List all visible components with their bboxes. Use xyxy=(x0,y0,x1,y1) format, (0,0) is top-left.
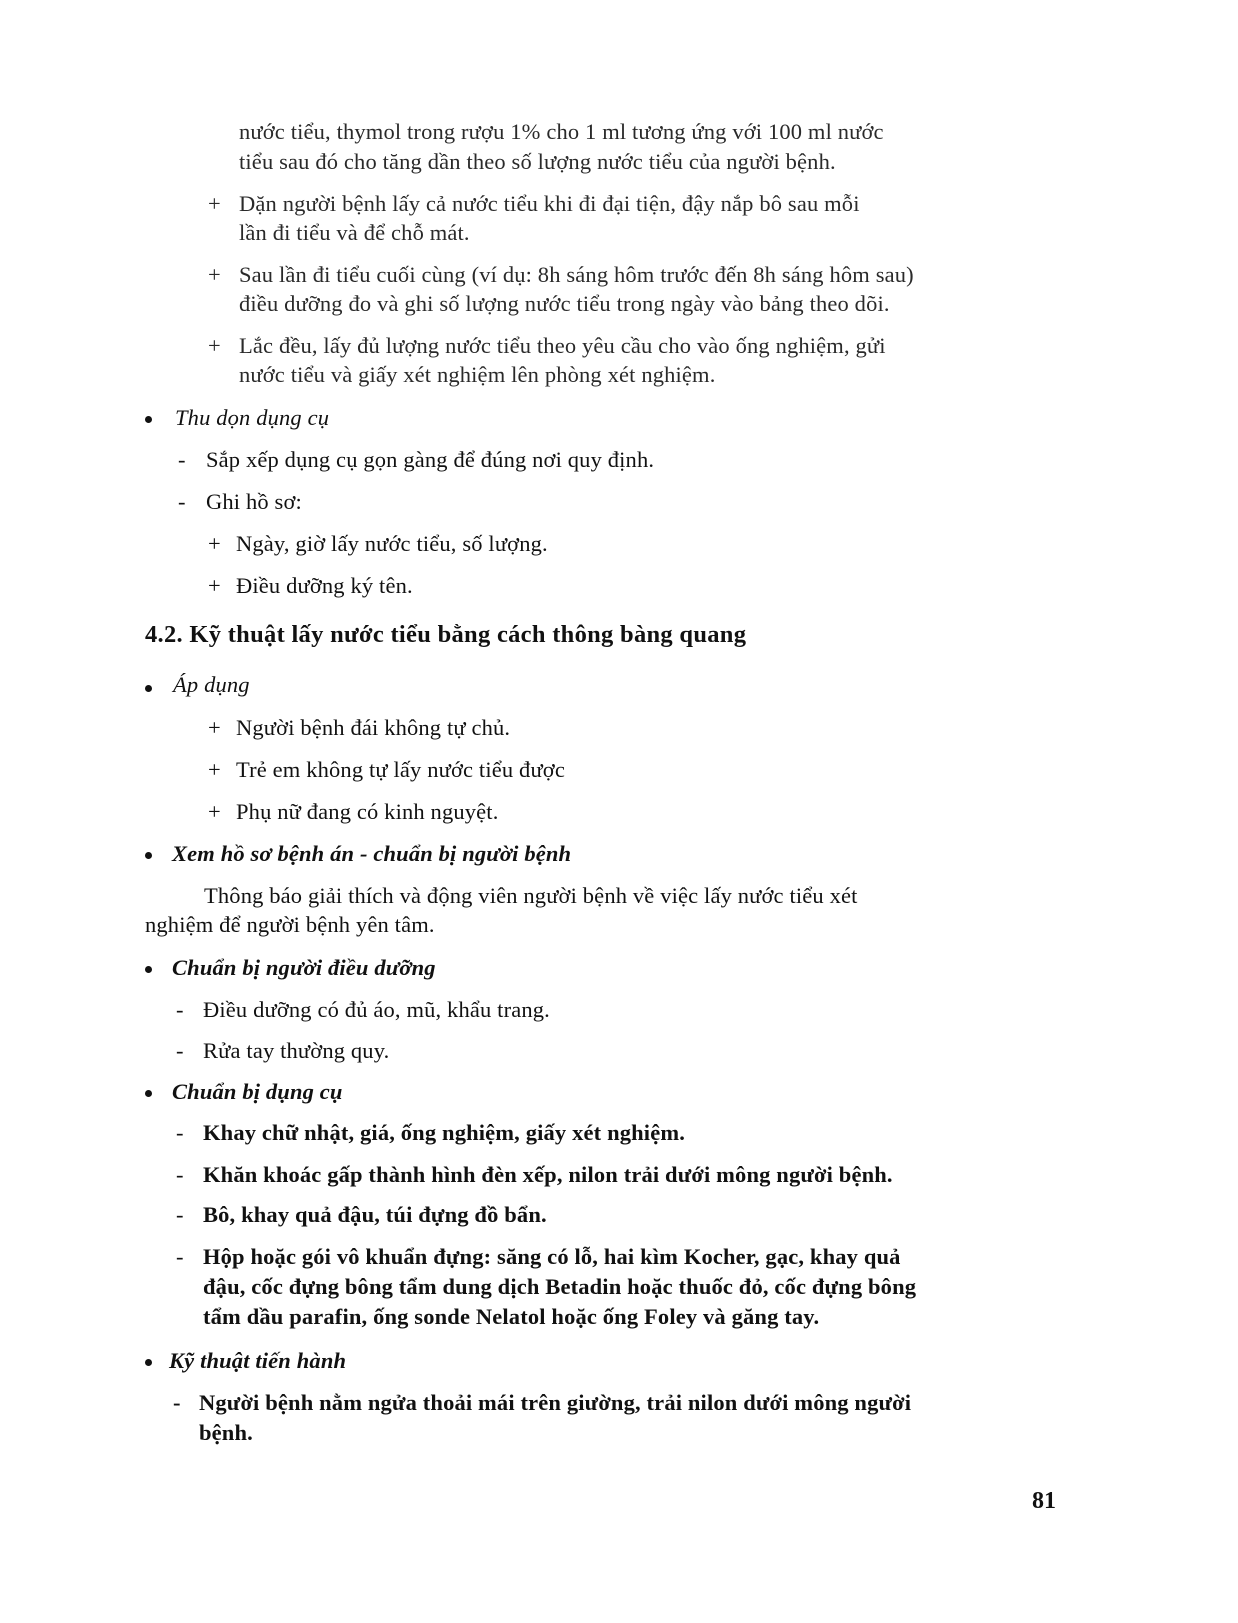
dash-marker: - xyxy=(178,489,186,514)
plus-marker: + xyxy=(208,262,221,287)
collect-item-1-line-1: Dặn người bệnh lấy cả nước tiểu khi đi đại tiện, đậy nắp bô sau mỗi xyxy=(239,191,860,216)
bullet-dot xyxy=(145,1359,152,1366)
bullet-dot xyxy=(145,966,152,973)
dash-marker: - xyxy=(173,1390,181,1415)
dash-marker: - xyxy=(176,1120,184,1145)
collect-item-2-line-1: Sau lần đi tiểu cuối cùng (ví dụ: 8h sáng hôm trước đến 8h sáng hôm sau) xyxy=(239,262,914,287)
dash-marker: - xyxy=(176,1038,184,1063)
nurse-dash-2: Rửa tay thường quy. xyxy=(203,1038,390,1063)
cleanup-plus-1: Ngày, giờ lấy nước tiểu, số lượng. xyxy=(236,531,548,556)
plus-marker: + xyxy=(208,573,221,598)
tools-dash-1: Khay chữ nhật, giá, ống nghiệm, giấy xét nghiệm. xyxy=(203,1120,685,1145)
section-heading: 4.2. Kỹ thuật lấy nước tiểu bằng cách thông bàng quang xyxy=(145,621,747,648)
dash-marker: - xyxy=(178,447,186,472)
intro-line-2: tiểu sau đó cho tăng dần theo số lượng nước tiểu của người bệnh. xyxy=(239,149,836,174)
cleanup-dash-1: Sắp xếp dụng cụ gọn gàng để đúng nơi quy định. xyxy=(206,447,655,472)
records-paragraph-line-2: nghiệm để người bệnh yên tâm. xyxy=(145,912,435,937)
dash-marker: - xyxy=(176,1162,184,1187)
plus-marker: + xyxy=(208,799,221,824)
apply-title: Áp dụng xyxy=(173,672,250,697)
dash-marker: - xyxy=(176,997,184,1022)
procedure-dash-1-line-1: Người bệnh nằm ngửa thoải mái trên giường, trải nilon dưới mông người xyxy=(199,1390,912,1415)
collect-item-3-line-2: nước tiểu và giấy xét nghiệm lên phòng xét nghiệm. xyxy=(239,362,716,387)
tools-title: Chuẩn bị dụng cụ xyxy=(172,1079,343,1104)
plus-marker: + xyxy=(208,333,221,358)
plus-marker: + xyxy=(208,531,221,556)
cleanup-plus-2: Điều dưỡng ký tên. xyxy=(236,573,413,598)
cleanup-dash-2: Ghi hồ sơ: xyxy=(206,489,302,514)
apply-item-3: Phụ nữ đang có kinh nguyệt. xyxy=(236,799,499,824)
records-title: Xem hồ sơ bệnh án - chuẩn bị người bệnh xyxy=(172,841,572,866)
bullet-dot xyxy=(145,1090,152,1097)
plus-marker: + xyxy=(208,191,221,216)
dash-marker: - xyxy=(176,1244,184,1269)
apply-item-2: Trẻ em không tự lấy nước tiểu được xyxy=(236,757,565,782)
procedure-dash-1-line-2: bệnh. xyxy=(199,1420,253,1445)
collect-item-3-line-1: Lắc đều, lấy đủ lượng nước tiểu theo yêu cầu cho vào ống nghiệm, gửi xyxy=(239,333,886,358)
plus-marker: + xyxy=(208,715,221,740)
bullet-dot xyxy=(145,685,152,692)
procedure-title: Kỹ thuật tiến hành xyxy=(169,1348,347,1373)
tools-dash-2: Khăn khoác gấp thành hình đèn xếp, nilon trải dưới mông người bệnh. xyxy=(203,1162,893,1187)
nurse-title: Chuẩn bị người điều dưỡng xyxy=(172,955,436,980)
cleanup-title: Thu dọn dụng cụ xyxy=(175,405,330,430)
tools-dash-3: Bô, khay quả đậu, túi đựng đồ bẩn. xyxy=(203,1202,547,1227)
tools-dash-4-line-2: đậu, cốc đựng bông tẩm dung dịch Betadin hoặc thuốc đỏ, cốc đựng bông xyxy=(203,1274,917,1299)
plus-marker: + xyxy=(208,757,221,782)
tools-dash-4-line-3: tẩm dầu parafin, ống sonde Nelatol hoặc ống Foley và găng tay. xyxy=(203,1304,820,1329)
bullet-dot xyxy=(145,416,152,423)
dash-marker: - xyxy=(176,1202,184,1227)
nurse-dash-1: Điều dưỡng có đủ áo, mũ, khẩu trang. xyxy=(203,997,550,1022)
collect-item-2-line-2: điều dưỡng đo và ghi số lượng nước tiểu trong ngày vào bảng theo dõi. xyxy=(239,291,890,316)
tools-dash-4-line-1: Hộp hoặc gói vô khuẩn đựng: săng có lỗ, hai kìm Kocher, gạc, khay quả xyxy=(203,1244,901,1269)
apply-item-1: Người bệnh đái không tự chủ. xyxy=(236,715,511,740)
collect-item-1-line-2: lần đi tiểu và để chỗ mát. xyxy=(239,220,470,245)
intro-line-1: nước tiểu, thymol trong rượu 1% cho 1 ml tương ứng với 100 ml nước xyxy=(239,119,884,144)
page-number: 81 xyxy=(1032,1488,1056,1514)
bullet-dot xyxy=(145,852,152,859)
records-paragraph-line-1: Thông báo giải thích và động viên người bệnh về việc lấy nước tiểu xét xyxy=(204,883,858,908)
